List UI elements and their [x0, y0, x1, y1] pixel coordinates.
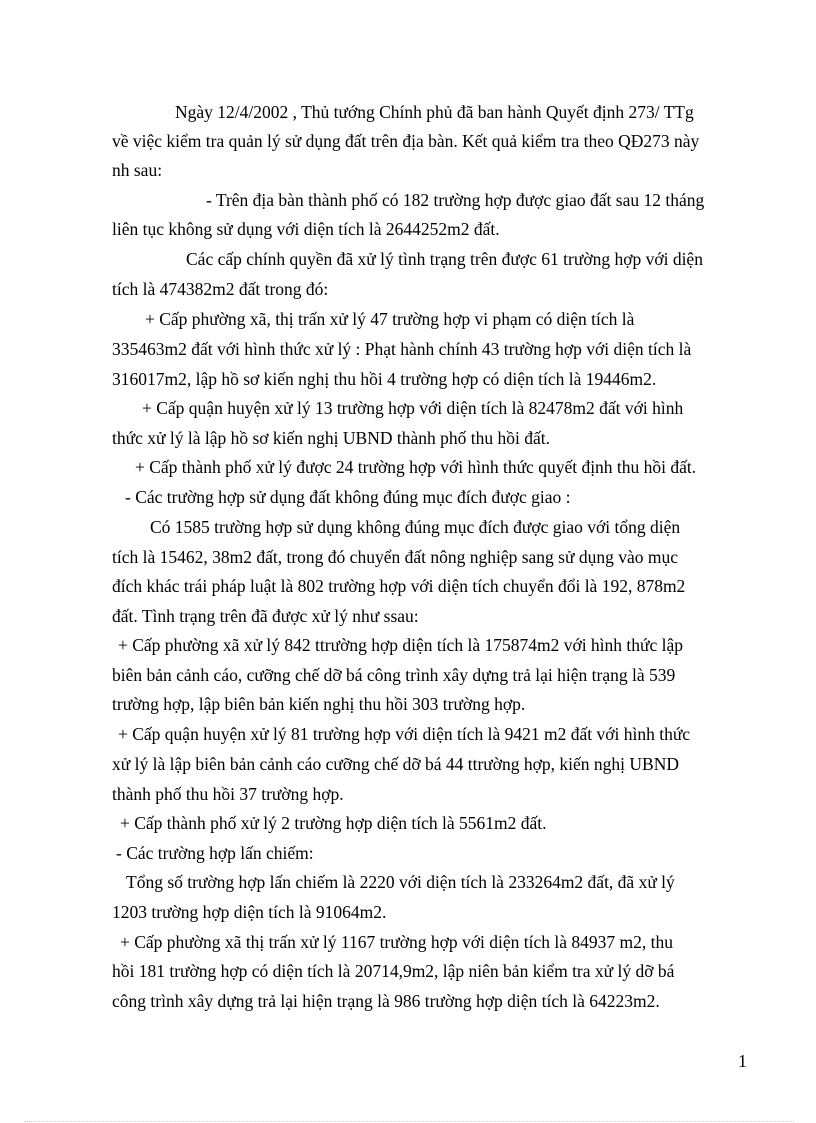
page-bottom-rule: [24, 1121, 794, 1122]
text-line: tích là 15462, 38m2 đất, trong đó chuyển đất nông nghiệp sang sử dụng vào mục: [112, 547, 678, 567]
text-line: 316017m2, lập hồ sơ kiến nghị thu hồi 4 trường hợp có diện tích là 19446m2.: [112, 369, 657, 389]
text-line: 335463m2 đất với hình thức xử lý : Phạt hành chính 43 trường hợp với diện tích là: [112, 339, 692, 359]
text-line: đất. Tình trạng trên đã được xử lý như ssau:: [112, 606, 419, 626]
text-line: Các cấp chính quyền đã xử lý tình trạng trên được 61 trường hợp với diện: [186, 249, 703, 269]
text-line: + Cấp thành phố xử lý 2 trường hợp diện tích là 5561m2 đất.: [120, 813, 547, 833]
text-line: thức xử lý là lập hồ sơ kiến nghị UBND thành phố thu hồi đất.: [112, 428, 550, 448]
text-line: + Cấp quận huyện xử lý 13 trường hợp với diện tích là 82478m2 đất với hình: [142, 398, 684, 418]
text-line: Ngày 12/4/2002 , Thủ tướng Chính phủ đã ban hành Quyết định 273/ TTg: [175, 102, 694, 122]
text-line: + Cấp phường xã xử lý 842 ttrường hợp diện tích là 175874m2 với hình thức lập: [118, 635, 684, 655]
text-line: Tổng số trường hợp lấn chiếm là 2220 với diện tích là 233264m2 đất, đã xử lý: [126, 872, 675, 892]
text-line: - Trên địa bàn thành phố có 182 trường hợp được giao đất sau 12 tháng: [206, 190, 705, 210]
text-line: về việc kiểm tra quản lý sử dụng đất trên địa bàn. Kết quả kiểm tra theo QĐ273 này: [112, 131, 700, 151]
text-line: biên bản cảnh cáo, cưỡng chế dỡ bá công trình xây dựng trả lại hiện trạng là 539: [112, 665, 676, 685]
page-number: 1: [738, 1051, 747, 1071]
text-line: 1203 trường hợp diện tích là 91064m2.: [112, 902, 387, 922]
text-line: đích khác trái pháp luật là 802 trường hợp với diện tích chuyển đổi là 192, 878m2: [112, 576, 686, 596]
text-line: xử lý là lập biên bản cảnh cáo cưỡng chế dỡ bá 44 ttrường hợp, kiến nghị UBND: [112, 754, 680, 774]
text-line: - Các trường hợp sử dụng đất không đúng mục đích được giao :: [125, 487, 571, 507]
text-line: hồi 181 trường hợp có diện tích là 20714,9m2, lập niên bản kiểm tra xử lý dỡ bá: [112, 961, 675, 981]
text-line: + Cấp phường xã thị trấn xử lý 1167 trường hợp với diện tích là 84937 m2, thu: [120, 932, 673, 952]
text-line: - Các trường hợp lấn chiếm:: [116, 843, 314, 863]
text-line: công trình xây dựng trả lại hiện trạng là 986 trường hợp diện tích là 64223m2.: [112, 991, 660, 1011]
text-line: + Cấp thành phố xử lý được 24 trường hợp với hình thức quyết định thu hồi đất.: [135, 457, 697, 477]
text-line: nh sau:: [112, 160, 163, 180]
text-line: liên tục không sử dụng với diện tích là 2644252m2 đất.: [112, 219, 500, 239]
text-line: trường hợp, lập biên bản kiến nghị thu hồi 303 trường hợp.: [112, 694, 526, 714]
text-line: + Cấp phường xã, thị trấn xử lý 47 trường hợp vi phạm có diện tích là: [145, 309, 635, 329]
text-line: + Cấp quận huyện xử lý 81 trường hợp với diện tích là 9421 m2 đất với hình thức: [118, 724, 691, 744]
text-line: thành phố thu hồi 37 trường hợp.: [112, 784, 344, 804]
text-line: tích là 474382m2 đất trong đó:: [112, 279, 329, 299]
text-line: Có 1585 trường hợp sử dụng không đúng mục đích được giao với tổng diện: [150, 517, 681, 537]
